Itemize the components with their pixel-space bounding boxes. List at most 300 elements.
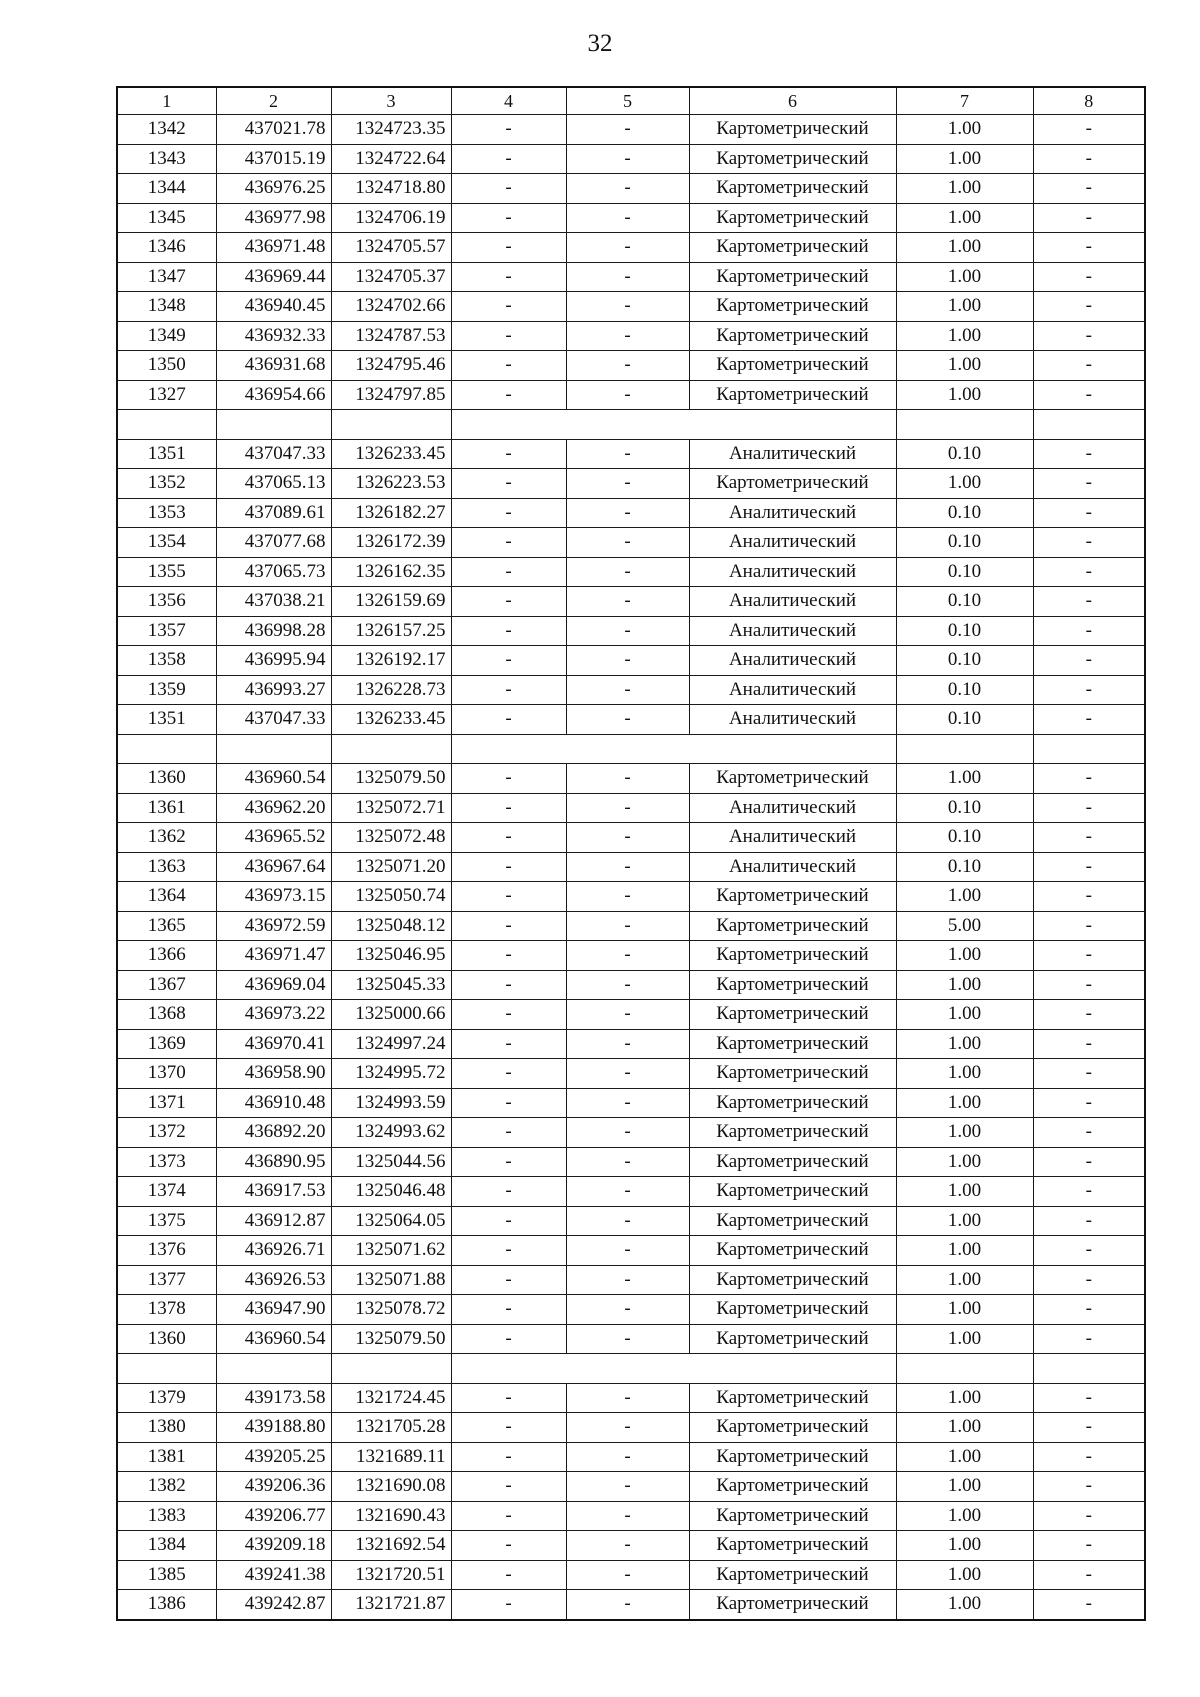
coord-x-cell: 436973.22 bbox=[216, 1000, 331, 1030]
table-row bbox=[117, 498, 1145, 528]
table-row bbox=[117, 1000, 1145, 1030]
point-number-cell: 1380 bbox=[117, 1413, 216, 1443]
accuracy-cell: 1.00 bbox=[896, 144, 1033, 174]
col-8-cell: - bbox=[1033, 380, 1145, 410]
coord-y-cell: 1325050.74 bbox=[331, 882, 451, 912]
coord-x-cell: 439242.87 bbox=[216, 1590, 331, 1620]
col-8-cell: - bbox=[1033, 1295, 1145, 1325]
col-8-cell: - bbox=[1033, 203, 1145, 233]
point-number-cell: 1360 bbox=[117, 1324, 216, 1354]
col-5-cell: - bbox=[566, 1088, 689, 1118]
accuracy-cell: 0.10 bbox=[896, 616, 1033, 646]
header-cell-6: 6 bbox=[689, 87, 896, 115]
col-5-cell: - bbox=[566, 1383, 689, 1413]
table-row bbox=[117, 1531, 1145, 1561]
coord-y-cell: 1324797.85 bbox=[331, 380, 451, 410]
col-5-cell: - bbox=[566, 1501, 689, 1531]
table-row bbox=[117, 970, 1145, 1000]
point-number-cell: 1379 bbox=[117, 1383, 216, 1413]
table-row bbox=[117, 1295, 1145, 1325]
blank-cell bbox=[216, 410, 331, 440]
accuracy-cell: 1.00 bbox=[896, 292, 1033, 322]
coord-x-cell: 436910.48 bbox=[216, 1088, 331, 1118]
col-5-cell: - bbox=[566, 1118, 689, 1148]
accuracy-cell: 1.00 bbox=[896, 1000, 1033, 1030]
coord-x-cell: 437021.78 bbox=[216, 115, 331, 145]
table-row bbox=[117, 351, 1145, 381]
coord-y-cell: 1324718.80 bbox=[331, 174, 451, 204]
point-number-cell: 1374 bbox=[117, 1177, 216, 1207]
point-number-cell: 1368 bbox=[117, 1000, 216, 1030]
header-cell-8: 8 bbox=[1033, 87, 1145, 115]
col-4-cell: - bbox=[451, 705, 566, 735]
col-5-cell: - bbox=[566, 1560, 689, 1590]
col-5-cell: - bbox=[566, 1531, 689, 1561]
col-4-cell: - bbox=[451, 203, 566, 233]
col-4-cell: - bbox=[451, 262, 566, 292]
accuracy-cell: 1.00 bbox=[896, 469, 1033, 499]
header-cell-1: 1 bbox=[117, 87, 216, 115]
accuracy-cell: 1.00 bbox=[896, 1472, 1033, 1502]
table-row bbox=[117, 1029, 1145, 1059]
method-cell: Картометрический bbox=[689, 115, 896, 145]
coord-y-cell: 1321690.08 bbox=[331, 1472, 451, 1502]
coord-x-cell: 439173.58 bbox=[216, 1383, 331, 1413]
col-8-cell: - bbox=[1033, 1059, 1145, 1089]
accuracy-cell: 0.10 bbox=[896, 852, 1033, 882]
method-cell: Аналитический bbox=[689, 646, 896, 676]
col-5-cell: - bbox=[566, 262, 689, 292]
coord-y-cell: 1325064.05 bbox=[331, 1206, 451, 1236]
accuracy-cell: 1.00 bbox=[896, 1442, 1033, 1472]
col-4-cell: - bbox=[451, 469, 566, 499]
col-4-cell: - bbox=[451, 793, 566, 823]
col-5-cell: - bbox=[566, 646, 689, 676]
point-number-cell: 1375 bbox=[117, 1206, 216, 1236]
col-5-cell: - bbox=[566, 1442, 689, 1472]
point-number-cell: 1343 bbox=[117, 144, 216, 174]
coord-x-cell: 437047.33 bbox=[216, 439, 331, 469]
blank-cell bbox=[117, 1354, 216, 1384]
coord-x-cell: 436967.64 bbox=[216, 852, 331, 882]
col-8-cell: - bbox=[1033, 144, 1145, 174]
accuracy-cell: 1.00 bbox=[896, 1177, 1033, 1207]
accuracy-cell: 1.00 bbox=[896, 203, 1033, 233]
table-row bbox=[117, 1442, 1145, 1472]
col-5-cell: - bbox=[566, 439, 689, 469]
accuracy-cell: 1.00 bbox=[896, 764, 1033, 794]
table-row bbox=[117, 1206, 1145, 1236]
blank-cell bbox=[896, 410, 1033, 440]
point-number-cell: 1344 bbox=[117, 174, 216, 204]
accuracy-cell: 1.00 bbox=[896, 1206, 1033, 1236]
col-5-cell: - bbox=[566, 321, 689, 351]
coord-y-cell: 1326182.27 bbox=[331, 498, 451, 528]
col-5-cell: - bbox=[566, 498, 689, 528]
blank-cell bbox=[451, 734, 896, 764]
accuracy-cell: 0.10 bbox=[896, 528, 1033, 558]
col-4-cell: - bbox=[451, 1413, 566, 1443]
col-5-cell: - bbox=[566, 1413, 689, 1443]
coord-y-cell: 1326228.73 bbox=[331, 675, 451, 705]
col-5-cell: - bbox=[566, 557, 689, 587]
accuracy-cell: 1.00 bbox=[896, 1590, 1033, 1620]
accuracy-cell: 0.10 bbox=[896, 498, 1033, 528]
table-row bbox=[117, 675, 1145, 705]
point-number-cell: 1361 bbox=[117, 793, 216, 823]
accuracy-cell: 1.00 bbox=[896, 1295, 1033, 1325]
table-row bbox=[117, 1118, 1145, 1148]
coord-x-cell: 436973.15 bbox=[216, 882, 331, 912]
blank-cell bbox=[896, 734, 1033, 764]
col-4-cell: - bbox=[451, 1177, 566, 1207]
col-5-cell: - bbox=[566, 144, 689, 174]
coord-y-cell: 1325079.50 bbox=[331, 1324, 451, 1354]
coord-x-cell: 439205.25 bbox=[216, 1442, 331, 1472]
coord-x-cell: 436969.44 bbox=[216, 262, 331, 292]
col-4-cell: - bbox=[451, 1118, 566, 1148]
coord-x-cell: 436970.41 bbox=[216, 1029, 331, 1059]
coord-x-cell: 436932.33 bbox=[216, 321, 331, 351]
col-4-cell: - bbox=[451, 1029, 566, 1059]
col-8-cell: - bbox=[1033, 262, 1145, 292]
coord-x-cell: 437065.13 bbox=[216, 469, 331, 499]
col-5-cell: - bbox=[566, 911, 689, 941]
table-row bbox=[117, 233, 1145, 263]
col-5-cell: - bbox=[566, 705, 689, 735]
table-row bbox=[117, 115, 1145, 145]
point-number-cell: 1365 bbox=[117, 911, 216, 941]
col-8-cell: - bbox=[1033, 1590, 1145, 1620]
table-row bbox=[117, 528, 1145, 558]
coord-y-cell: 1324997.24 bbox=[331, 1029, 451, 1059]
col-8-cell: - bbox=[1033, 292, 1145, 322]
method-cell: Картометрический bbox=[689, 1000, 896, 1030]
coord-x-cell: 436962.20 bbox=[216, 793, 331, 823]
blank-cell bbox=[117, 410, 216, 440]
coord-y-cell: 1321724.45 bbox=[331, 1383, 451, 1413]
table-row bbox=[117, 1265, 1145, 1295]
method-cell: Аналитический bbox=[689, 557, 896, 587]
method-cell: Картометрический bbox=[689, 1029, 896, 1059]
coord-y-cell: 1325046.95 bbox=[331, 941, 451, 971]
col-5-cell: - bbox=[566, 1590, 689, 1620]
col-5-cell: - bbox=[566, 675, 689, 705]
accuracy-cell: 1.00 bbox=[896, 380, 1033, 410]
method-cell: Аналитический bbox=[689, 823, 896, 853]
method-cell: Картометрический bbox=[689, 1236, 896, 1266]
col-5-cell: - bbox=[566, 852, 689, 882]
coord-y-cell: 1324723.35 bbox=[331, 115, 451, 145]
point-number-cell: 1353 bbox=[117, 498, 216, 528]
point-number-cell: 1367 bbox=[117, 970, 216, 1000]
coord-x-cell: 436892.20 bbox=[216, 1118, 331, 1148]
table-row bbox=[117, 1590, 1145, 1620]
col-8-cell: - bbox=[1033, 646, 1145, 676]
point-number-cell: 1364 bbox=[117, 882, 216, 912]
method-cell: Картометрический bbox=[689, 1560, 896, 1590]
blank-cell bbox=[331, 734, 451, 764]
point-number-cell: 1354 bbox=[117, 528, 216, 558]
point-number-cell: 1378 bbox=[117, 1295, 216, 1325]
point-number-cell: 1360 bbox=[117, 764, 216, 794]
table-row bbox=[117, 262, 1145, 292]
table-row bbox=[117, 1177, 1145, 1207]
col-4-cell: - bbox=[451, 439, 566, 469]
col-4-cell: - bbox=[451, 1531, 566, 1561]
coord-y-cell: 1326233.45 bbox=[331, 705, 451, 735]
col-4-cell: - bbox=[451, 233, 566, 263]
blank-cell bbox=[1033, 410, 1145, 440]
coord-x-cell: 436947.90 bbox=[216, 1295, 331, 1325]
col-8-cell: - bbox=[1033, 1118, 1145, 1148]
col-8-cell: - bbox=[1033, 1236, 1145, 1266]
table-row bbox=[117, 705, 1145, 735]
blank-cell bbox=[216, 1354, 331, 1384]
col-5-cell: - bbox=[566, 1206, 689, 1236]
col-5-cell: - bbox=[566, 351, 689, 381]
method-cell: Картометрический bbox=[689, 144, 896, 174]
coord-y-cell: 1325071.62 bbox=[331, 1236, 451, 1266]
accuracy-cell: 0.10 bbox=[896, 587, 1033, 617]
coord-y-cell: 1326192.17 bbox=[331, 646, 451, 676]
point-number-cell: 1372 bbox=[117, 1118, 216, 1148]
col-4-cell: - bbox=[451, 557, 566, 587]
col-5-cell: - bbox=[566, 1059, 689, 1089]
accuracy-cell: 0.10 bbox=[896, 823, 1033, 853]
coord-x-cell: 437047.33 bbox=[216, 705, 331, 735]
blank-cell bbox=[117, 734, 216, 764]
col-5-cell: - bbox=[566, 793, 689, 823]
point-number-cell: 1362 bbox=[117, 823, 216, 853]
table-row bbox=[117, 380, 1145, 410]
point-number-cell: 1363 bbox=[117, 852, 216, 882]
coord-y-cell: 1325072.48 bbox=[331, 823, 451, 853]
col-8-cell: - bbox=[1033, 587, 1145, 617]
method-cell: Картометрический bbox=[689, 1442, 896, 1472]
accuracy-cell: 0.10 bbox=[896, 793, 1033, 823]
table-row bbox=[117, 911, 1145, 941]
coord-x-cell: 436912.87 bbox=[216, 1206, 331, 1236]
col-5-cell: - bbox=[566, 1000, 689, 1030]
accuracy-cell: 1.00 bbox=[896, 1501, 1033, 1531]
col-4-cell: - bbox=[451, 1324, 566, 1354]
coord-x-cell: 436993.27 bbox=[216, 675, 331, 705]
accuracy-cell: 1.00 bbox=[896, 1413, 1033, 1443]
coord-x-cell: 436972.59 bbox=[216, 911, 331, 941]
coord-x-cell: 436960.54 bbox=[216, 1324, 331, 1354]
coord-x-cell: 437089.61 bbox=[216, 498, 331, 528]
accuracy-cell: 0.10 bbox=[896, 557, 1033, 587]
col-4-cell: - bbox=[451, 675, 566, 705]
col-4-cell: - bbox=[451, 646, 566, 676]
method-cell: Картометрический bbox=[689, 1295, 896, 1325]
table-row bbox=[117, 587, 1145, 617]
col-8-cell: - bbox=[1033, 793, 1145, 823]
coord-y-cell: 1326157.25 bbox=[331, 616, 451, 646]
col-4-cell: - bbox=[451, 351, 566, 381]
blank-cell bbox=[331, 1354, 451, 1384]
coord-x-cell: 436998.28 bbox=[216, 616, 331, 646]
coord-y-cell: 1325072.71 bbox=[331, 793, 451, 823]
col-8-cell: - bbox=[1033, 1472, 1145, 1502]
point-number-cell: 1385 bbox=[117, 1560, 216, 1590]
col-8-cell: - bbox=[1033, 1265, 1145, 1295]
coord-y-cell: 1324993.59 bbox=[331, 1088, 451, 1118]
method-cell: Картометрический bbox=[689, 1206, 896, 1236]
method-cell: Картометрический bbox=[689, 941, 896, 971]
table-row bbox=[117, 144, 1145, 174]
col-4-cell: - bbox=[451, 823, 566, 853]
coord-x-cell: 436976.25 bbox=[216, 174, 331, 204]
method-cell: Картометрический bbox=[689, 882, 896, 912]
accuracy-cell: 1.00 bbox=[896, 351, 1033, 381]
col-8-cell: - bbox=[1033, 498, 1145, 528]
blank-cell bbox=[1033, 1354, 1145, 1384]
method-cell: Картометрический bbox=[689, 233, 896, 263]
method-cell: Картометрический bbox=[689, 174, 896, 204]
coord-y-cell: 1324787.53 bbox=[331, 321, 451, 351]
col-4-cell: - bbox=[451, 321, 566, 351]
separator-row bbox=[117, 734, 1145, 764]
col-4-cell: - bbox=[451, 1472, 566, 1502]
accuracy-cell: 1.00 bbox=[896, 970, 1033, 1000]
coordinates-table bbox=[116, 86, 1146, 1621]
coord-x-cell: 436890.95 bbox=[216, 1147, 331, 1177]
method-cell: Картометрический bbox=[689, 764, 896, 794]
col-4-cell: - bbox=[451, 1059, 566, 1089]
method-cell: Картометрический bbox=[689, 1147, 896, 1177]
table-row bbox=[117, 174, 1145, 204]
accuracy-cell: 1.00 bbox=[896, 1383, 1033, 1413]
col-5-cell: - bbox=[566, 616, 689, 646]
coord-y-cell: 1324702.66 bbox=[331, 292, 451, 322]
col-5-cell: - bbox=[566, 823, 689, 853]
blank-cell bbox=[331, 410, 451, 440]
table-row bbox=[117, 823, 1145, 853]
accuracy-cell: 1.00 bbox=[896, 321, 1033, 351]
coord-x-cell: 436954.66 bbox=[216, 380, 331, 410]
col-4-cell: - bbox=[451, 911, 566, 941]
col-8-cell: - bbox=[1033, 616, 1145, 646]
col-8-cell: - bbox=[1033, 528, 1145, 558]
point-number-cell: 1351 bbox=[117, 705, 216, 735]
col-8-cell: - bbox=[1033, 941, 1145, 971]
col-4-cell: - bbox=[451, 380, 566, 410]
col-4-cell: - bbox=[451, 1206, 566, 1236]
point-number-cell: 1356 bbox=[117, 587, 216, 617]
col-8-cell: - bbox=[1033, 1147, 1145, 1177]
method-cell: Аналитический bbox=[689, 498, 896, 528]
point-number-cell: 1370 bbox=[117, 1059, 216, 1089]
method-cell: Картометрический bbox=[689, 1383, 896, 1413]
col-4-cell: - bbox=[451, 1442, 566, 1472]
col-5-cell: - bbox=[566, 587, 689, 617]
method-cell: Аналитический bbox=[689, 587, 896, 617]
col-8-cell: - bbox=[1033, 321, 1145, 351]
coord-x-cell: 439209.18 bbox=[216, 1531, 331, 1561]
col-5-cell: - bbox=[566, 882, 689, 912]
point-number-cell: 1366 bbox=[117, 941, 216, 971]
col-5-cell: - bbox=[566, 203, 689, 233]
coord-y-cell: 1321690.43 bbox=[331, 1501, 451, 1531]
col-4-cell: - bbox=[451, 528, 566, 558]
point-number-cell: 1384 bbox=[117, 1531, 216, 1561]
col-8-cell: - bbox=[1033, 1442, 1145, 1472]
table-row bbox=[117, 941, 1145, 971]
separator-row bbox=[117, 1354, 1145, 1384]
col-4-cell: - bbox=[451, 1295, 566, 1325]
point-number-cell: 1345 bbox=[117, 203, 216, 233]
col-4-cell: - bbox=[451, 115, 566, 145]
col-4-cell: - bbox=[451, 1590, 566, 1620]
table-row bbox=[117, 793, 1145, 823]
col-4-cell: - bbox=[451, 498, 566, 528]
point-number-cell: 1327 bbox=[117, 380, 216, 410]
coord-y-cell: 1321692.54 bbox=[331, 1531, 451, 1561]
col-4-cell: - bbox=[451, 1383, 566, 1413]
coord-y-cell: 1326162.35 bbox=[331, 557, 451, 587]
point-number-cell: 1347 bbox=[117, 262, 216, 292]
col-4-cell: - bbox=[451, 1000, 566, 1030]
coord-y-cell: 1325044.56 bbox=[331, 1147, 451, 1177]
point-number-cell: 1342 bbox=[117, 115, 216, 145]
header-cell-7: 7 bbox=[896, 87, 1033, 115]
col-5-cell: - bbox=[566, 469, 689, 499]
col-8-cell: - bbox=[1033, 351, 1145, 381]
col-8-cell: - bbox=[1033, 1000, 1145, 1030]
col-5-cell: - bbox=[566, 380, 689, 410]
method-cell: Картометрический bbox=[689, 469, 896, 499]
coord-y-cell: 1325046.48 bbox=[331, 1177, 451, 1207]
coord-x-cell: 436917.53 bbox=[216, 1177, 331, 1207]
accuracy-cell: 1.00 bbox=[896, 1147, 1033, 1177]
method-cell: Аналитический bbox=[689, 705, 896, 735]
point-number-cell: 1346 bbox=[117, 233, 216, 263]
col-8-cell: - bbox=[1033, 115, 1145, 145]
method-cell: Аналитический bbox=[689, 675, 896, 705]
accuracy-cell: 1.00 bbox=[896, 1531, 1033, 1561]
accuracy-cell: 0.10 bbox=[896, 439, 1033, 469]
method-cell: Картометрический bbox=[689, 380, 896, 410]
coord-x-cell: 436958.90 bbox=[216, 1059, 331, 1089]
blank-cell bbox=[451, 410, 896, 440]
accuracy-cell: 0.10 bbox=[896, 646, 1033, 676]
col-8-cell: - bbox=[1033, 439, 1145, 469]
coord-x-cell: 437065.73 bbox=[216, 557, 331, 587]
method-cell: Картометрический bbox=[689, 1118, 896, 1148]
col-8-cell: - bbox=[1033, 1088, 1145, 1118]
coord-y-cell: 1325000.66 bbox=[331, 1000, 451, 1030]
coord-y-cell: 1325079.50 bbox=[331, 764, 451, 794]
method-cell: Картометрический bbox=[689, 1413, 896, 1443]
coord-x-cell: 439188.80 bbox=[216, 1413, 331, 1443]
col-4-cell: - bbox=[451, 1236, 566, 1266]
point-number-cell: 1350 bbox=[117, 351, 216, 381]
coord-x-cell: 436940.45 bbox=[216, 292, 331, 322]
method-cell: Картометрический bbox=[689, 203, 896, 233]
col-4-cell: - bbox=[451, 941, 566, 971]
table-row bbox=[117, 1059, 1145, 1089]
col-8-cell: - bbox=[1033, 882, 1145, 912]
col-5-cell: - bbox=[566, 1177, 689, 1207]
coord-y-cell: 1326159.69 bbox=[331, 587, 451, 617]
method-cell: Картометрический bbox=[689, 321, 896, 351]
point-number-cell: 1386 bbox=[117, 1590, 216, 1620]
col-8-cell: - bbox=[1033, 675, 1145, 705]
point-number-cell: 1369 bbox=[117, 1029, 216, 1059]
coord-y-cell: 1324722.64 bbox=[331, 144, 451, 174]
